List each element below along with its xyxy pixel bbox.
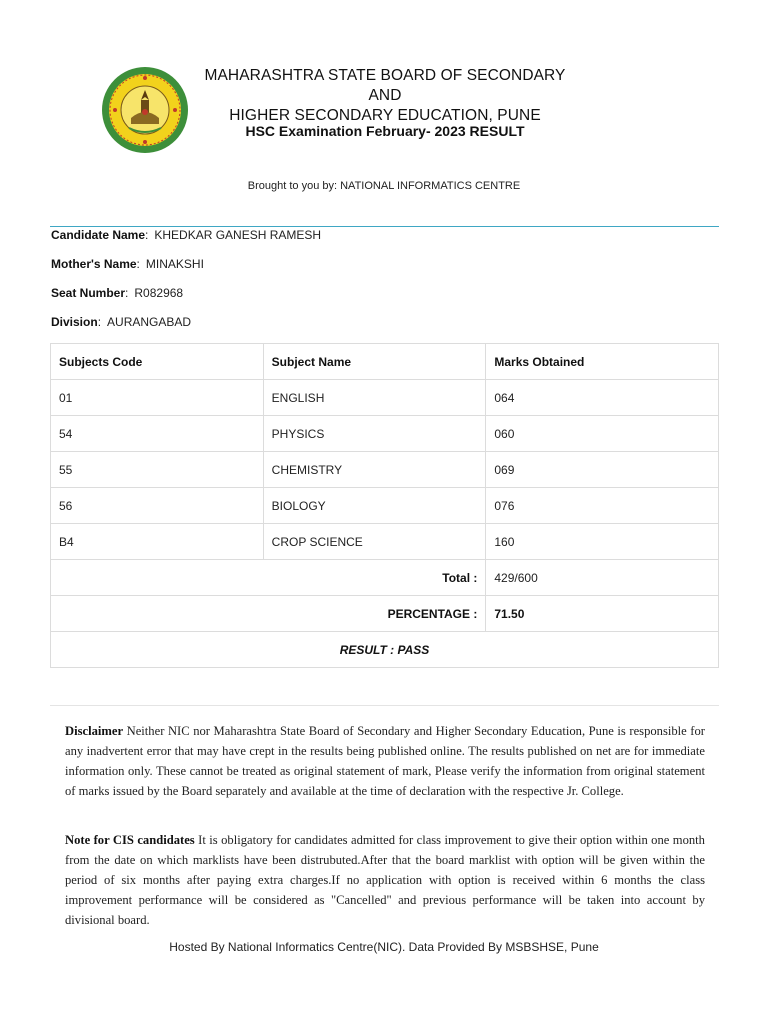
total-label: Total : bbox=[51, 560, 486, 596]
subject-code-cell: 56 bbox=[51, 488, 264, 524]
brought-by-text: Brought to you by: NATIONAL INFORMATICS CENTRE bbox=[247, 180, 521, 192]
division-row: Division: AURANGABAD bbox=[51, 315, 192, 329]
division-label: Division bbox=[51, 315, 98, 329]
subject-name-cell: ENGLISH bbox=[263, 380, 486, 416]
mother-name-label: Mother's Name bbox=[51, 257, 137, 271]
table-row bbox=[51, 488, 719, 524]
table-row bbox=[51, 524, 719, 560]
seat-number-value: R082968 bbox=[134, 286, 184, 300]
subject-name-cell: CROP SCIENCE bbox=[263, 524, 486, 560]
cis-note-paragraph bbox=[65, 830, 705, 930]
marks-cell: 060 bbox=[486, 416, 719, 452]
candidate-name-row: Candidate Name: KHEDKAR GANESH RAMESH bbox=[51, 228, 322, 242]
seat-number-label: Seat Number bbox=[51, 286, 126, 300]
cis-note-text: It is obligatory for candidates admitted for class improvement to give their option within one month from the date on which marklists have been distrubuted.After that the board marklist with option will be given within the period of six months after paying extra charges.If no application with option is received within 6 months the class improvement performance will be considered as "Cancelled" and previous performance will be taken into account by divisional board. bbox=[65, 833, 705, 927]
table-header-row bbox=[51, 344, 719, 380]
mother-name-row: Mother's Name: MINAKSHI bbox=[51, 257, 204, 271]
marks-table bbox=[50, 343, 719, 668]
total-row bbox=[51, 560, 719, 596]
header-subject-code: Subjects Code bbox=[51, 344, 264, 380]
header-divider bbox=[50, 226, 719, 227]
board-title bbox=[200, 66, 570, 126]
section-divider bbox=[50, 705, 719, 706]
header-marks-obtained: Marks Obtained bbox=[486, 344, 719, 380]
footer-text: Hosted By National Informatics Centre(NIC). Data Provided By MSBSHSE, Pune bbox=[169, 940, 599, 954]
exam-title: HSC Examination February- 2023 RESULT bbox=[245, 123, 525, 139]
board-logo bbox=[101, 66, 189, 154]
table-row bbox=[51, 416, 719, 452]
cis-note-title: Note for CIS candidates bbox=[65, 833, 195, 847]
subject-code-cell: 01 bbox=[51, 380, 264, 416]
candidate-name-value: KHEDKAR GANESH RAMESH bbox=[154, 228, 322, 242]
disclaimer-text: Neither NIC nor Maharashtra State Board of Secondary and Higher Secondary Education, Pune is responsible for any inadvertent error that may have crept in the results being published online. The results published on net are for immediate information only. These cannot be treated as original statement of mark, Please verify the information from original statement of marks issued by the Board separately and available at the time of declaration with the respective Jr. College. bbox=[65, 724, 705, 798]
board-title-line2: HIGHER SECONDARY EDUCATION, PUNE bbox=[229, 107, 541, 124]
percentage-label: PERCENTAGE : bbox=[51, 596, 486, 632]
subject-code-cell: B4 bbox=[51, 524, 264, 560]
disclaimer-title: Disclaimer bbox=[65, 724, 124, 738]
mother-name-value: MINAKSHI bbox=[145, 257, 204, 271]
result-status: RESULT : PASS bbox=[51, 632, 719, 668]
subject-name-cell: PHYSICS bbox=[263, 416, 486, 452]
table-row bbox=[51, 452, 719, 488]
division-value: AURANGABAD bbox=[107, 315, 192, 329]
table-row bbox=[51, 380, 719, 416]
subject-name-cell: CHEMISTRY bbox=[263, 452, 486, 488]
total-value: 429/600 bbox=[486, 560, 719, 596]
disclaimer-paragraph bbox=[65, 721, 705, 801]
msbshse-seal-icon bbox=[101, 66, 189, 154]
subject-code-cell: 55 bbox=[51, 452, 264, 488]
seat-number-row: Seat Number: R082968 bbox=[51, 286, 184, 300]
marks-cell: 064 bbox=[486, 380, 719, 416]
header-subject-name: Subject Name bbox=[263, 344, 486, 380]
marks-cell: 160 bbox=[486, 524, 719, 560]
candidate-name-label: Candidate Name bbox=[51, 228, 146, 242]
percentage-value: 71.50 bbox=[486, 596, 719, 632]
subject-name-cell: BIOLOGY bbox=[263, 488, 486, 524]
percentage-row bbox=[51, 596, 719, 632]
board-title-line1: MAHARASHTRA STATE BOARD OF SECONDARY AND bbox=[204, 67, 566, 104]
marks-cell: 076 bbox=[486, 488, 719, 524]
subject-code-cell: 54 bbox=[51, 416, 264, 452]
marks-cell: 069 bbox=[486, 452, 719, 488]
result-row bbox=[51, 632, 719, 668]
